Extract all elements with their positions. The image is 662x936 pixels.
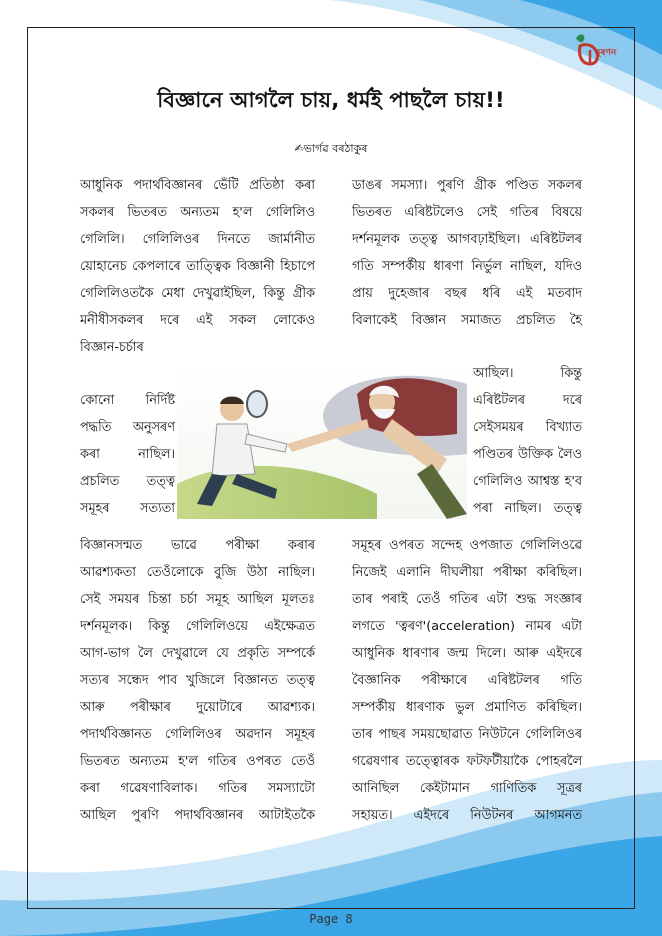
text-line: সকলৰ ভিতৰত অন্যতম হ'ল গেলিলিও: [80, 205, 315, 220]
text-line: য়োহানেচ কেপলাৰে তাত্ত্বিক বিজ্ঞানী হিচাপে: [80, 259, 315, 274]
text-line: বিলাকেই বিজ্ঞান সমাজত প্ৰচলিত হৈ: [352, 313, 582, 328]
text-line: আছিল। কিন্তু: [473, 366, 582, 381]
text-line: প্ৰায় দুহেজাৰ বছৰ ধৰি এই মতবাদ: [352, 286, 582, 301]
text-line: আনিছিল কেইটামান গাণিতিক সূত্ৰৰ: [352, 781, 582, 796]
text-line: দৰ্শনমূলক তত্ত্ব আগবঢ়াইছিল। এৰিষ্টটলৰ: [352, 232, 582, 247]
page-number: Page 8: [309, 912, 353, 926]
text-line: ভিতৰত এৰিষ্টটলেও সেই গতিৰ বিষয়ে: [352, 205, 582, 220]
text-line: এৰিষ্টটলৰ দৰে: [473, 393, 582, 408]
left-column-top: [80, 172, 315, 361]
right-column-top: [352, 172, 582, 334]
text-line: গৱেষণাৰ তত্ত্বোৰক ফটফটীয়াকৈ পোহৰলৈ: [352, 754, 582, 769]
text-line: ভিতৰত অন্যতম হ'ল গতিৰ ওপৰত তেওঁ: [80, 754, 315, 769]
text-line: প্ৰচলিত তত্ত্ব: [80, 474, 175, 489]
right-column-narrow: [473, 360, 582, 522]
text-line: সেইসময়ৰ বিখ্যাত: [473, 420, 582, 435]
text-line: সহায়ত। এইদৰে নিউটনৰ আগমনত: [352, 808, 582, 823]
text-line: মনীষীসকলৰ দৰে এই সকল লোকেও: [80, 313, 315, 328]
text-line: পণ্ডিতৰ উক্তিক লৈও: [473, 447, 582, 462]
author-byline: ✍ভাৰ্গৱ বৰঠাকুৰ: [294, 142, 368, 155]
article-illustration: [177, 364, 467, 519]
right-column-bottom: [352, 532, 582, 829]
text-line: বিজ্ঞান-চৰ্চাৰ: [80, 340, 144, 355]
text-line: আৰু পৰীক্ষাৰ দুয়োটাৰে আৱশ্যক।: [80, 700, 315, 715]
article-title: বিজ্ঞানে আগলৈ চায়, ধৰ্মই পাছলৈ চায়!!: [157, 88, 505, 112]
text-line: গতি সম্পৰ্কীয় ধাৰণা নিৰ্ভুল নাছিল, যদিও: [352, 259, 582, 274]
text-line: আছিল পুৰণি পদাৰ্থবিজ্ঞানৰ আটাইতকৈ: [80, 808, 315, 823]
logo-text: নুৰণন: [595, 48, 617, 58]
text-line: গেলিলি। গেলিলিওৰ দিনতে জাৰ্মানীত: [80, 232, 315, 247]
text-line: আৱশ্যকতা তেওঁলোকে বুজি উঠা নাছিল।: [80, 565, 315, 580]
text-line: দৰ্শনমূলক। কিন্তু গেলিলিওয়ে এইক্ষেত্ৰত: [80, 619, 315, 634]
text-line: বৈজ্ঞানিক পৰীক্ষাৰে এৰিষ্টটলৰ গতি: [352, 673, 582, 688]
text-line: লগতে 'ত্বৰণ'(acceleration) নামৰ এটা: [352, 619, 582, 634]
text-line: সম্পৰ্কীয় ধাৰণাক ভুল প্ৰমাণিত কৰিছিল।: [352, 700, 582, 715]
text-line: তাৰ পাছৰ সময়ছোৱাত নিউটনে গেলিলিওৰ: [352, 727, 582, 742]
text-line: নিজেই এলানি দীঘলীয়া পৰীক্ষা কৰিছিল।: [352, 565, 582, 580]
text-line: তাৰ পৰাই তেওঁ গতিৰ এটা শুদ্ধ সংজ্ঞাৰ: [352, 592, 582, 607]
text-line: আগ-ভাগ লৈ দেখুৱালে যে প্ৰকৃতি সম্পৰ্কে: [80, 646, 315, 661]
text-line: বিজ্ঞানসন্মত ভাৱে পৰীক্ষা কৰাৰ: [80, 538, 315, 553]
text-line: সত্যৰ সন্ধেদ পাব খুজিলে বিজ্ঞানত তত্ত্ব: [80, 673, 315, 688]
text-line: পদাৰ্থবিজ্ঞানত গেলিলিওৰ অৱদান সমূহৰ: [80, 727, 315, 742]
text-line: সমূহৰ সত্যতা: [80, 501, 175, 516]
text-line: কোনো নিৰ্দিষ্ট: [80, 393, 175, 408]
text-line: আধুনিক ধাৰণাৰ জন্ম দিলে। আৰু এইদৰে: [352, 646, 582, 661]
text-line: কৰা গৱেষণাবিলাক। গতিৰ সমস্যাটো: [80, 781, 315, 796]
text-line: পদ্ধতি অনুসৰণ: [80, 420, 175, 435]
text-line: কৰা নাছিল।: [80, 447, 175, 462]
text-line: আধুনিক পদাৰ্থবিজ্ঞানৰ ভেঁটি প্ৰতিষ্ঠা কৰা: [80, 178, 315, 193]
left-column-narrow: [80, 387, 175, 522]
text-line: পৰা নাছিল। তত্ত্ব: [473, 501, 582, 516]
text-line: গেলিলিও আশ্বস্ত হ'ব: [473, 474, 582, 489]
left-column-bottom: [80, 532, 315, 829]
text-line: ডাঙৰ সমস্যা। পুৰণি গ্ৰীক পণ্ডিত সকলৰ: [352, 178, 582, 193]
text-line: সমূহৰ ওপৰত সন্দেহ ওপজাত গেলিলিওৱে: [352, 538, 582, 553]
text-line: সেই সময়ৰ চিন্তা চৰ্চা সমূহ আছিল মূলতঃ: [80, 592, 315, 607]
text-line: গেলিলিওতকৈ মেধা দেখুৱাইছিল, কিন্তু গ্ৰীক: [80, 286, 315, 301]
